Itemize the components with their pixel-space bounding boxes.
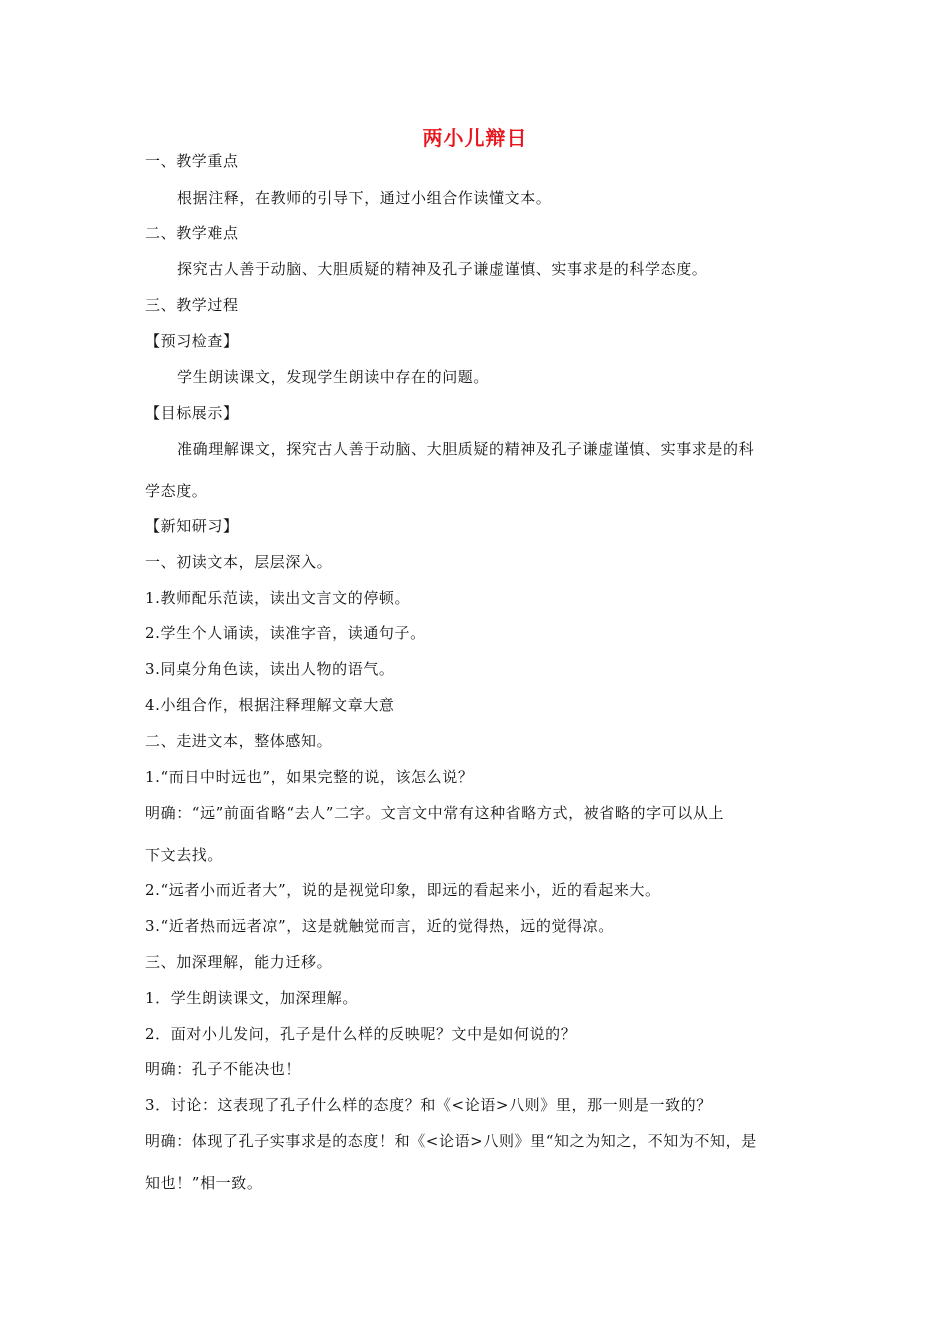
list-item: 3.同桌分角色读，读出人物的语气。 <box>145 660 395 678</box>
paragraph: 准确理解课文，探究古人善于动脑、大胆质疑的精神及孔子谦虚谨慎、实事求是的科 <box>177 440 755 458</box>
subheading: 二、走进文本，整体感知。 <box>145 732 333 750</box>
heading-teaching-focus: 一、教学重点 <box>145 152 239 170</box>
list-item: 1.教师配乐范读，读出文言文的停顿。 <box>145 589 411 607</box>
subheading: 三、加深理解，能力迁移。 <box>145 953 333 971</box>
list-item: 2.学生个人诵读，读准字音，读通句子。 <box>145 624 426 642</box>
section-label-new-knowledge: 【新知研习】 <box>145 517 239 535</box>
answer-text-continuation: 下文去找。 <box>145 846 224 864</box>
list-item: 3．讨论：这表现了孔子什么样的态度？和《<论语>八则》里，那一则是一致的？ <box>145 1096 712 1114</box>
paragraph: 学生朗读课文，发现学生朗读中存在的问题。 <box>177 368 490 386</box>
subheading: 一、初读文本，层层深入。 <box>145 553 333 571</box>
list-item: 2．面对小儿发问，孔子是什么样的反映呢？文中是如何说的？ <box>145 1025 577 1043</box>
section-label-preview-check: 【预习检查】 <box>145 332 239 350</box>
heading-teaching-difficulty: 二、教学难点 <box>145 224 239 242</box>
list-item: 1．学生朗读课文，加深理解。 <box>145 989 358 1007</box>
list-item: 4.小组合作，根据注释理解文章大意 <box>145 696 395 714</box>
answer-text: 明确：体现了孔子实事求是的态度！和《<论语>八则》里“知之为知之，不知为不知，是 <box>145 1132 757 1150</box>
answer-text: 明确：“远”前面省略“去人”二字。文言文中常有这种省略方式，被省略的字可以从上 <box>145 804 725 822</box>
heading-teaching-process: 三、教学过程 <box>145 296 239 314</box>
paragraph-continuation: 学态度。 <box>145 482 208 500</box>
answer-text-continuation: 知也！”相一致。 <box>145 1174 263 1192</box>
paragraph: 根据注释，在教师的引导下，通过小组合作读懂文本。 <box>177 189 552 207</box>
paragraph: 探究古人善于动脑、大胆质疑的精神及孔子谦虚谨慎、实事求是的科学态度。 <box>177 260 708 278</box>
document-title: 两小儿辩日 <box>422 126 528 150</box>
list-item: 2.“远者小而近者大”，说的是视觉印象，即远的看起来小，近的看起来大。 <box>145 881 661 899</box>
list-item: 1.“而日中时远也”，如果完整的说，该怎么说？ <box>145 768 474 786</box>
section-label-goal-display: 【目标展示】 <box>145 404 239 422</box>
list-item: 3.“近者热而远者凉”，这是就触觉而言，近的觉得热，远的觉得凉。 <box>145 917 614 935</box>
answer-text: 明确：孔子不能决也！ <box>145 1060 302 1078</box>
